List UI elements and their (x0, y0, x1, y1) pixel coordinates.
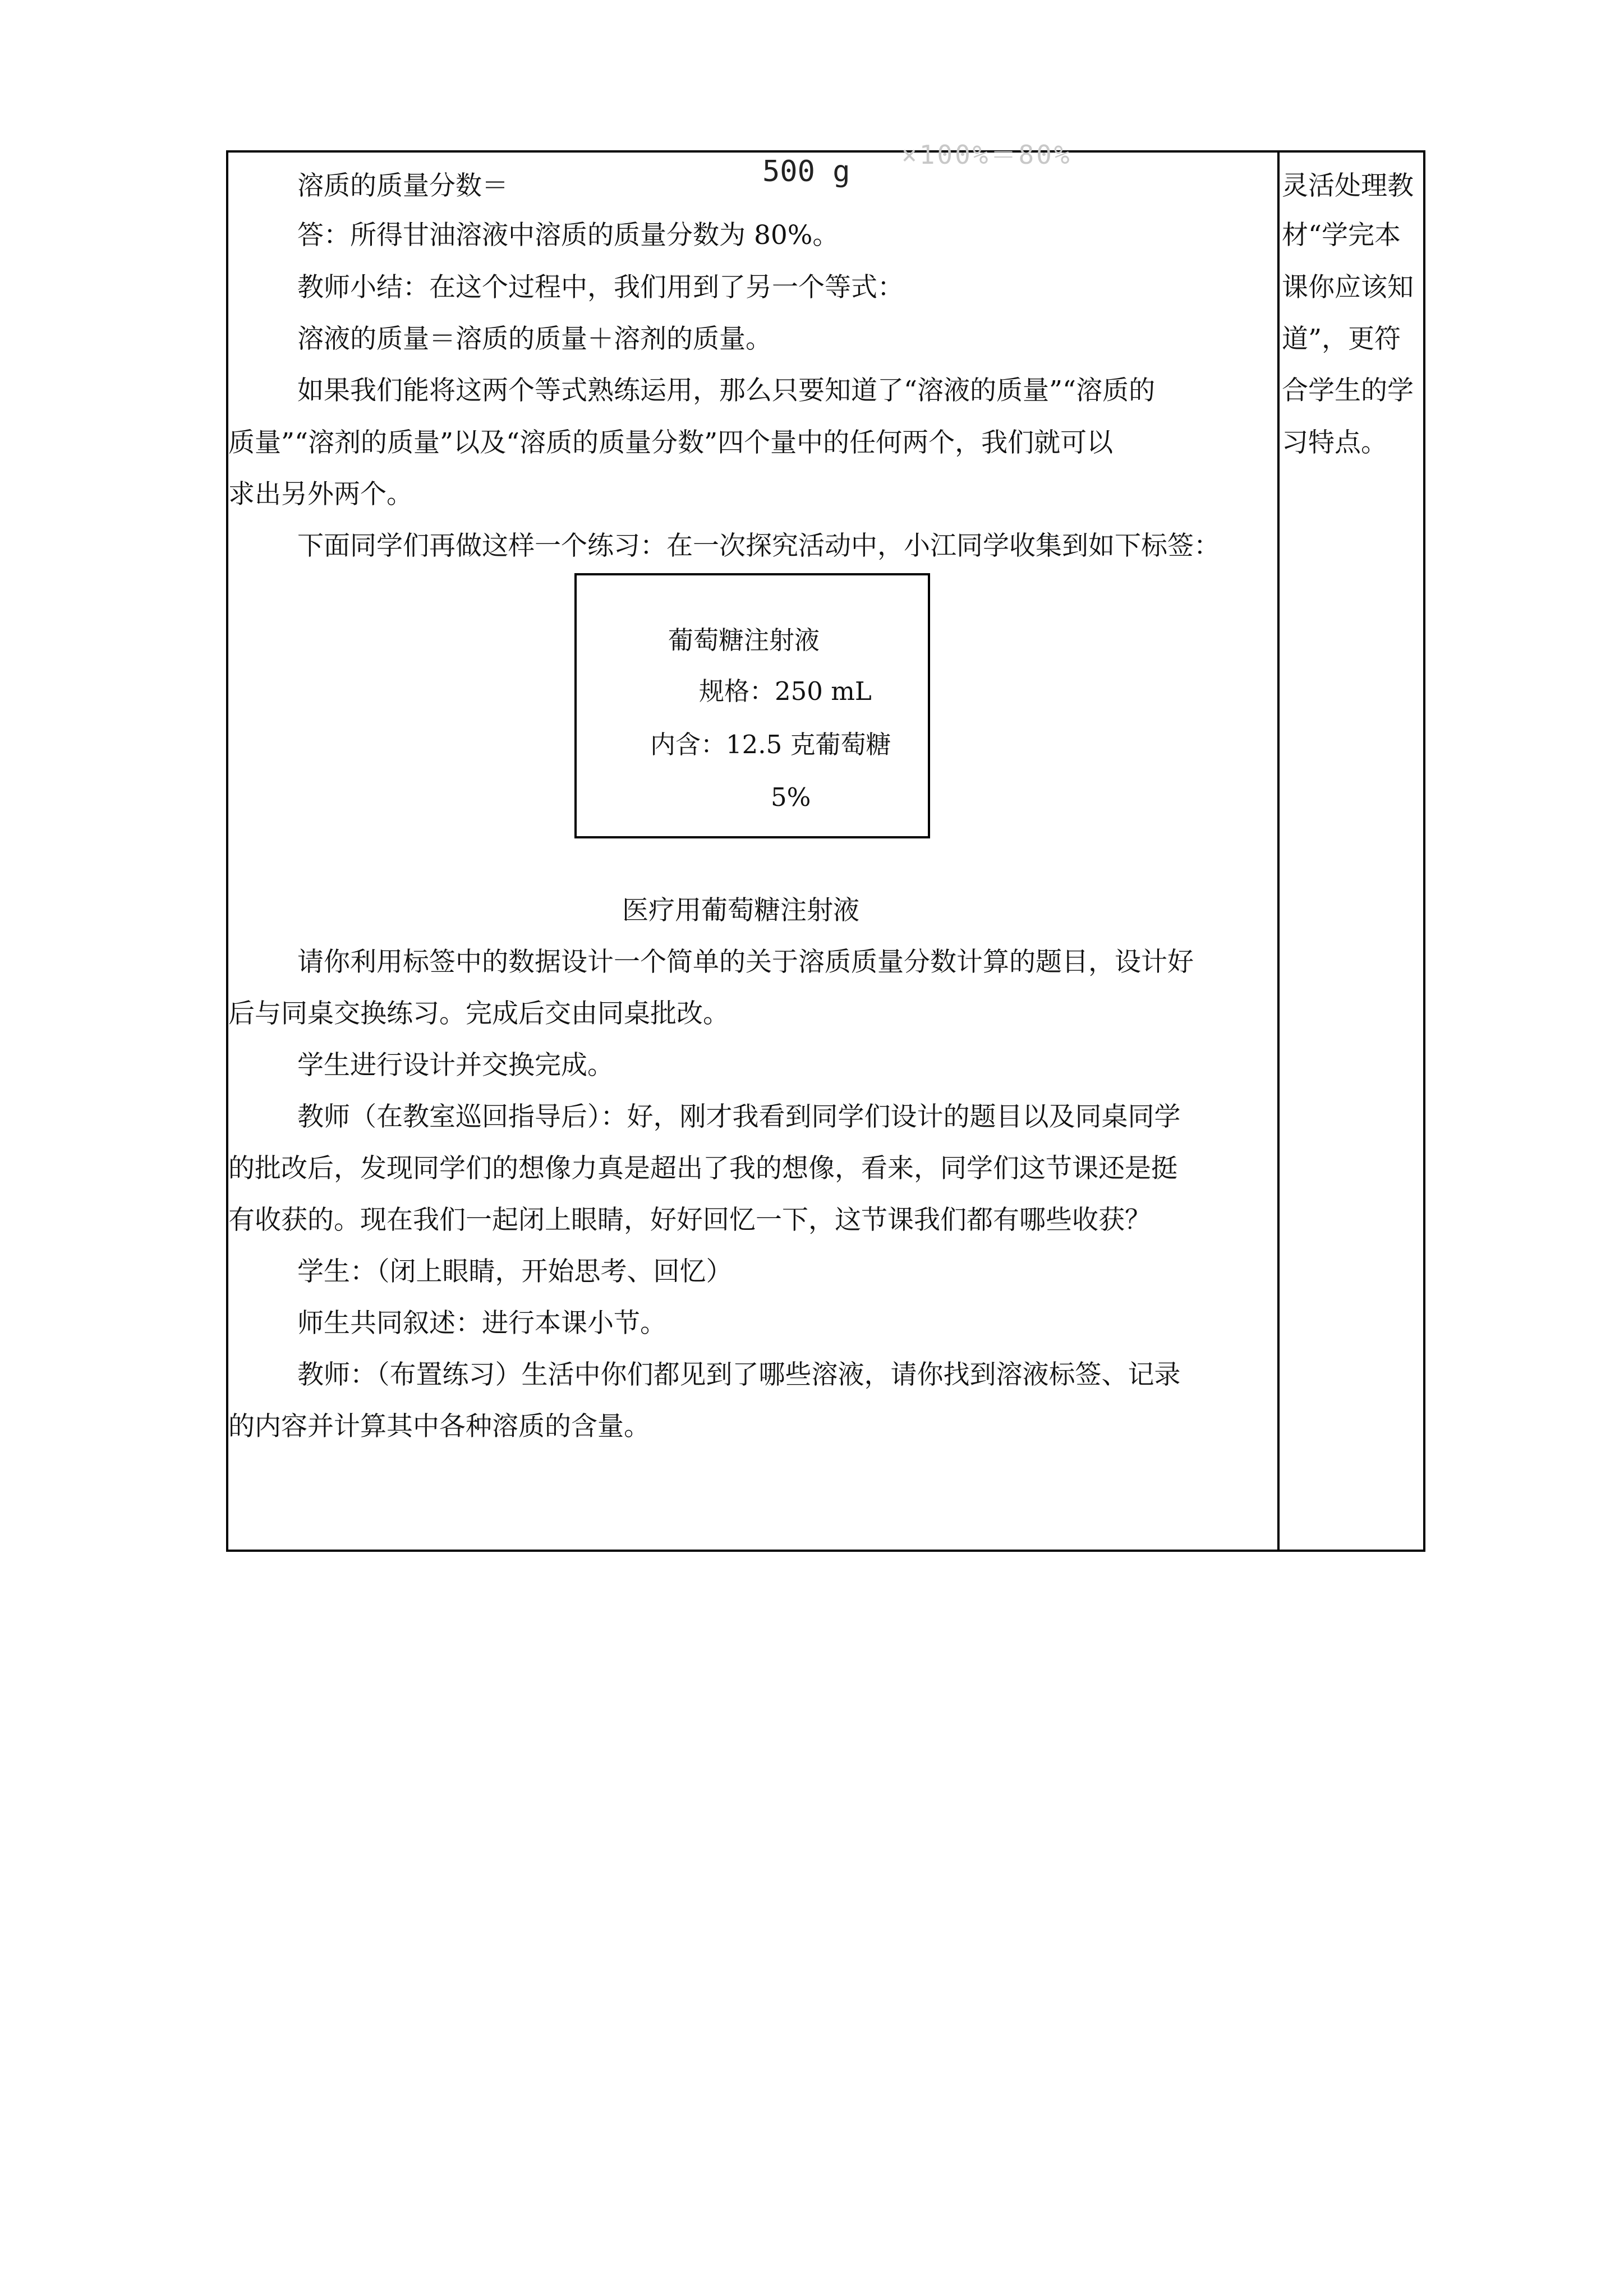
paragraph3-line: 教师（在教室巡回指导后）：好，刚才我看到同学们设计的题目以及同桌同学 (297, 1101, 1181, 1132)
students-reflect: 学生：（闭上眼睛，开始思考、回忆） (297, 1256, 733, 1287)
label-name: 葡萄糖注射液 (668, 625, 820, 655)
paragraph4-line: 的内容并计算其中各种溶质的含量。 (228, 1411, 650, 1442)
paragraph1-line: 如果我们能将这两个等式熟练运用，那么只要知道了“溶液的质量”“溶质的 (297, 375, 1156, 406)
paragraph3-line: 的批改后，发现同学们的想像力真是超出了我的想像，看来，同学们这节课还是挺 (228, 1153, 1177, 1184)
students-do: 学生进行设计并交换完成。 (297, 1050, 614, 1081)
side-note-line: 习特点。 (1282, 427, 1387, 458)
exercise-intro: 下面同学们再做这样一个练习：在一次探究活动中，小江同学收集到如下标签： (297, 531, 1220, 561)
side-note-line: 灵活处理教 (1282, 170, 1414, 201)
summary-line: 师生共同叙述：进行本课小节。 (297, 1308, 666, 1339)
side-note-line: 材“学完本 (1282, 220, 1401, 251)
paragraph2-line: 请你利用标签中的数据设计一个简单的关于溶质质量分数计算的题目，设计好 (297, 947, 1194, 978)
answer-line: 答：所得甘油溶液中溶质的质量分数为 80%。 (297, 220, 839, 251)
paragraph2-line: 后与同桌交换练习。完成后交由同桌批改。 (228, 998, 729, 1029)
teacher-summary: 教师小结：在这个过程中，我们用到了另一个等式： (297, 272, 904, 303)
formula-rest: ×100%＝80% (901, 140, 1072, 170)
side-note-line: 合学生的学 (1282, 375, 1414, 406)
formula-mass: 500 g (762, 155, 850, 188)
label-content: 内含：12.5 克葡萄糖 (650, 730, 891, 759)
lesson-content-cell (228, 140, 1277, 1550)
equation-line: 溶液的质量＝溶质的质量＋溶剂的质量。 (297, 324, 772, 354)
paragraph1-line: 质量”“溶剂的质量”以及“溶质的质量分数”四个量中的任何两个，我们就可以 (228, 427, 1114, 458)
side-note-line: 课你应该知 (1282, 272, 1414, 303)
lesson-table (226, 140, 1425, 1552)
teaching-note-cell (1282, 153, 1423, 1550)
paragraph1-line: 求出另外两个。 (228, 479, 413, 510)
column-divider (1277, 153, 1280, 1550)
label-caption: 医疗用葡萄糖注射液 (622, 895, 859, 926)
label-concentration: 5% (771, 782, 811, 812)
label-spec: 规格：250 mL (699, 676, 872, 706)
paragraph3-line: 有收获的。现在我们一起闭上眼睛，好好回忆一下，这节课我们都有哪些收获？ (228, 1205, 1151, 1235)
glucose-label-box (574, 573, 930, 838)
side-note-line: 道”，更符 (1282, 324, 1401, 354)
paragraph4-line: 教师：（布置练习）生活中你们都见到了哪些溶液，请你找到溶液标签、记录 (297, 1359, 1181, 1390)
formula-prefix: 溶质的质量分数＝ (297, 170, 508, 201)
